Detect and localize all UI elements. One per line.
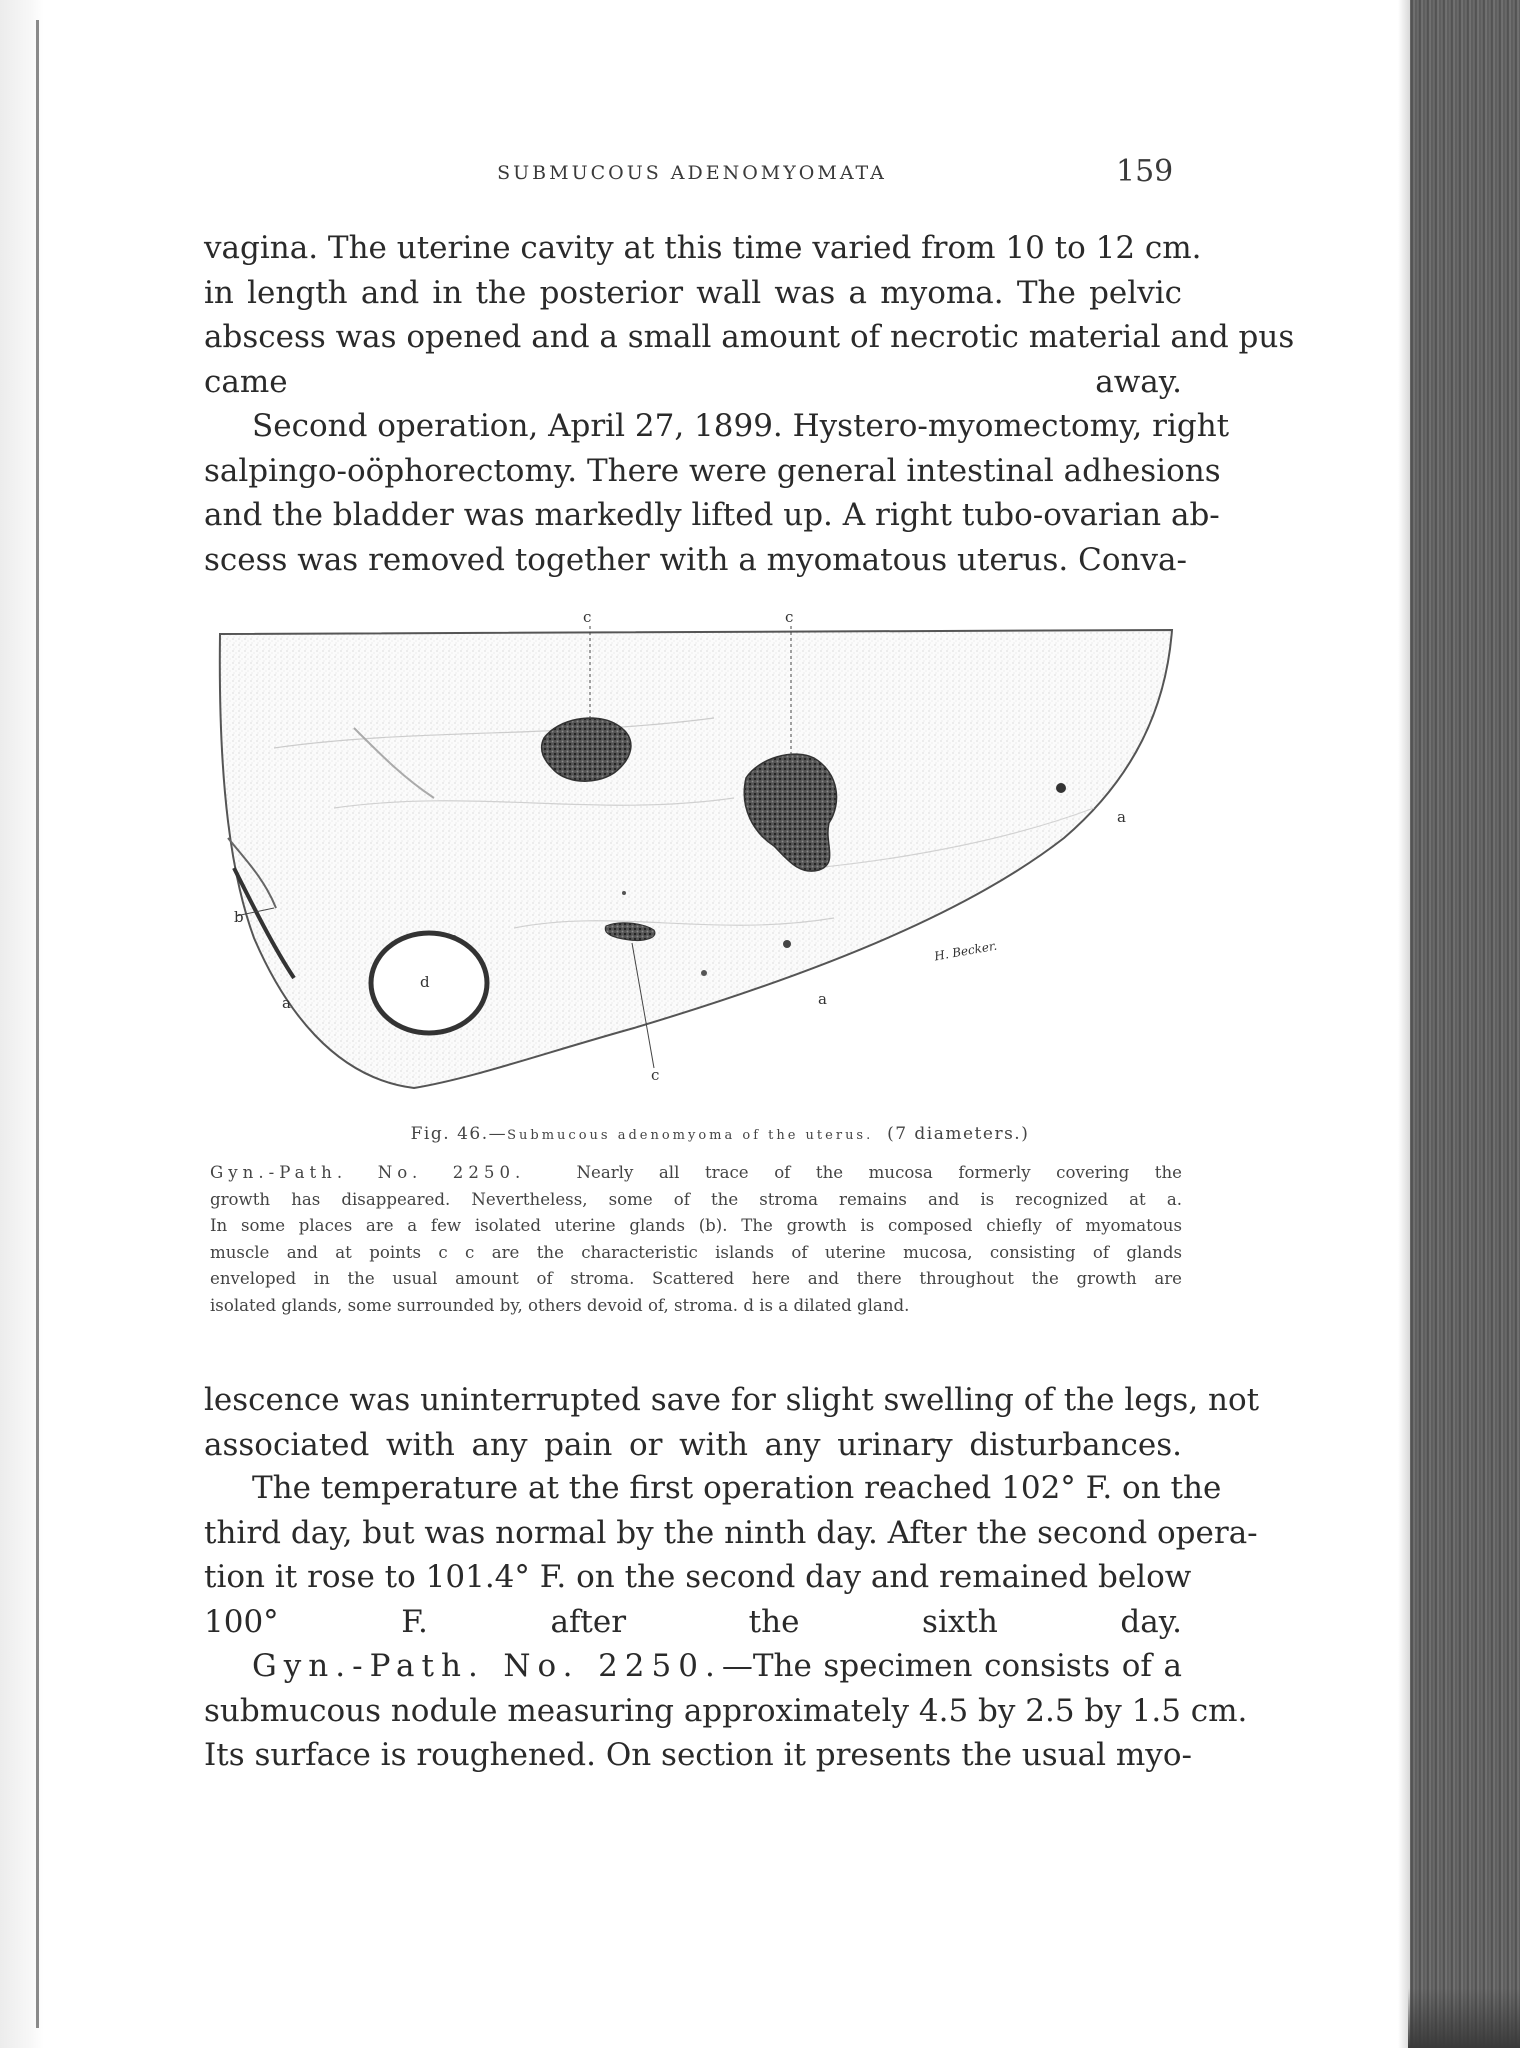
text-line: vagina. The uterine cavity at this time varied from 10 to 12 cm.	[204, 230, 1202, 266]
specimen-ref: Gyn.-Path. No. 2250.	[252, 1648, 722, 1684]
label-a3: a	[282, 994, 291, 1012]
label-a2: a	[818, 990, 827, 1008]
label-c3: c	[651, 1066, 660, 1084]
label-a1: a	[1117, 808, 1126, 826]
text-line	[204, 1644, 1182, 1689]
desc-text: Nearly all trace of the mucosa formerly covering the	[576, 1163, 1182, 1182]
text-line: associated with any pain or with any urinary disturbances.	[204, 1426, 1182, 1463]
text-line: Second operation, April 27, 1899. Hystero-myomectomy, right	[252, 408, 1230, 444]
text-line: third day, but was normal by the ninth day. After the second opera-	[204, 1514, 1258, 1551]
illustrator-signature: H. Becker.	[933, 938, 999, 964]
text-line: The temperature at the first operation reached 102° F. on the	[252, 1470, 1222, 1506]
desc-line: isolated glands, some surrounded by, others devoid of, stroma. d is a dilated gland.	[210, 1295, 910, 1315]
paragraph-1	[204, 226, 1295, 404]
caption-suffix: (7 diameters.)	[887, 1124, 1030, 1144]
figure-description	[210, 1160, 1182, 1319]
caption-prefix: Fig. 46.—	[410, 1124, 508, 1144]
label-c1: c	[583, 608, 592, 626]
figure-46-micrograph	[214, 608, 1178, 1118]
label-c2: c	[785, 608, 794, 626]
text-line: lescence was uninterrupted save for slight swelling of the legs, not	[204, 1382, 1260, 1418]
label-b: b	[234, 908, 244, 926]
text-line: tion it rose to 101.4° F. on the second day and remained below	[204, 1559, 1192, 1595]
adenomyoma-illustration	[214, 608, 1178, 1118]
text-line: came away.	[204, 363, 1182, 400]
text-line: salpingo-oöphorectomy. There were general intestinal adhesions	[204, 452, 1221, 489]
text-line: and the bladder was markedly lifted up. A right tubo-ovarian ab-	[204, 497, 1220, 533]
book-gutter-left	[0, 0, 44, 2048]
desc-line: muscle and at points c c are the characteristic islands of uterine mucosa, consisting of glands	[210, 1242, 1182, 1262]
paragraph-5	[204, 1644, 1248, 1778]
paragraph-4	[204, 1466, 1258, 1644]
text-line: abscess was opened and a small amount of necrotic material and pus	[204, 319, 1295, 355]
desc-line: growth has disappeared. Nevertheless, some of the stroma remains and is recognized at a.	[210, 1189, 1182, 1209]
text-line: scess was removed together with a myomatous uterus. Conva-	[204, 541, 1187, 578]
desc-ref: Gyn.-Path. No. 2250.	[210, 1163, 526, 1182]
caption-title: Submucous adenomyoma of the uterus.	[507, 1128, 874, 1143]
label-d: d	[420, 973, 430, 991]
page-number: 159	[1116, 154, 1174, 189]
book-page-edges	[1408, 0, 1520, 2048]
running-head: SUBMUCOUS ADENOMYOMATA	[497, 162, 887, 184]
desc-line: In some places are a few isolated uterine glands (b). The growth is composed chiefly of myomatous	[210, 1216, 1182, 1235]
text-rest: —The specimen consists of a	[721, 1648, 1182, 1684]
paragraph-2	[204, 404, 1230, 582]
desc-line: enveloped in the usual amount of stroma. Scattered here and there throughout the growth are	[210, 1269, 1182, 1288]
text-line: submucous nodule measuring approximately 4.5 by 2.5 by 1.5 cm.	[204, 1692, 1248, 1729]
text-line: 100° F. after the sixth day.	[204, 1603, 1182, 1640]
figure-caption	[330, 1124, 1110, 1144]
desc-line-1	[210, 1160, 1182, 1187]
specimen-outline	[220, 630, 1172, 1088]
paragraph-3	[204, 1378, 1260, 1467]
text-line: Its surface is roughened. On section it presents the usual myo-	[204, 1737, 1192, 1773]
text-line: in length and in the posterior wall was a myoma. The pelvic	[204, 274, 1182, 311]
